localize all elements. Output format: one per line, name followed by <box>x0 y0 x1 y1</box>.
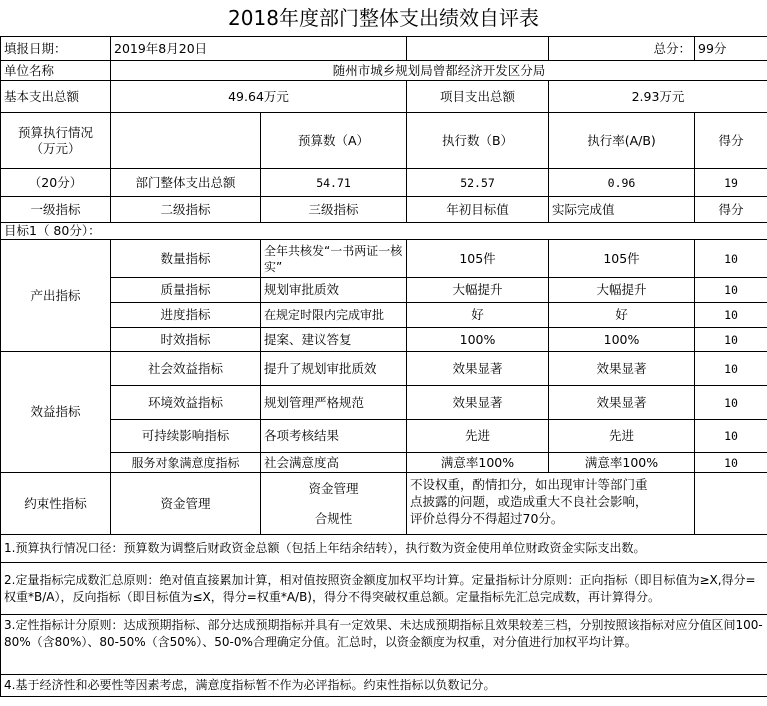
target-cell: 先进 <box>407 420 549 453</box>
note-row <box>1 615 767 675</box>
constraint-level3-line2: 合规性 <box>314 510 353 526</box>
score-cell: 10 <box>695 386 767 420</box>
level3-cell: 提案、建议答复 <box>261 328 407 352</box>
note-2: 2.定量指标完成数汇总原则：绝对值直接累加计算，相对值按照资金额度加权平均计算。定量指标计分原则：正向指标（即目标值为≥X,得分=权重*B/A），反向指标（即目标值为≤X，得分=权重*A/B)，得分不得突破权重总额。定量指标先汇总完成数，再计算得分。 <box>1 563 767 615</box>
unit-row <box>1 61 767 81</box>
total-score-label: 总分： <box>549 37 695 61</box>
actual-cell: 100% <box>549 328 695 352</box>
note-4: 4.基于经济性和必要性等因素考虑，满意度指标暂不作为必评指标。约束性指标以负数记分。 <box>1 675 767 697</box>
budget-score-weight: （20分） <box>1 169 111 197</box>
level2-cell: 质量指标 <box>111 278 261 303</box>
note-row <box>1 675 767 697</box>
target-cell: 好 <box>407 303 549 328</box>
table-row <box>1 303 767 328</box>
note-row <box>1 563 767 615</box>
budget-score-value: 19 <box>695 169 767 197</box>
actual-cell: 效果显著 <box>549 386 695 420</box>
constraint-row <box>1 473 767 535</box>
note-3: 3.定性指标计分原则：达成预期指标、部分达成预期指标并具有一定效果、未达成预期指标且效果较差三档，分别按照该指标对应分值区间100-80%（含80%）、80-50%（含50%）、50-0%合理确定分值。汇总时，以资金额度为权重，对分值进行加权平均计算。 <box>1 615 767 675</box>
actual-header: 实际完成值 <box>549 197 695 223</box>
level3-cell: 全年共核发“一书两证一核实” <box>261 240 407 278</box>
constraint-description: 不设权重，酌情扣分，如出现审计等部门重点披露的问题，或造成重大不良社会影响，评价总得分不得超过70分。 <box>407 473 695 535</box>
level3-header: 三级指标 <box>261 197 407 223</box>
level2-cell: 进度指标 <box>111 303 261 328</box>
constraint-score <box>695 473 767 535</box>
exec-value: 52.57 <box>407 169 549 197</box>
level3-cell: 提升了规划审批质效 <box>261 352 407 386</box>
unit-label: 单位名称 <box>1 61 111 81</box>
target-cell: 效果显著 <box>407 386 549 420</box>
level2-cell: 服务对象满意度指标 <box>111 453 261 473</box>
indicator-header-row <box>1 197 767 223</box>
level3-cell: 在规定时限内完成审批 <box>261 303 407 328</box>
score-cell: 10 <box>695 278 767 303</box>
table-row <box>1 278 767 303</box>
level3-cell: 规划审批质效 <box>261 278 407 303</box>
actual-cell: 好 <box>549 303 695 328</box>
level2-cell: 环境效益指标 <box>111 386 261 420</box>
level3-cell: 社会满意度高 <box>261 453 407 473</box>
fill-date-label: 填报日期： <box>1 37 111 61</box>
target-cell: 满意率100% <box>407 453 549 473</box>
budget-row-label: 部门整体支出总额 <box>111 169 261 197</box>
budget-label <box>1 113 111 169</box>
table-row <box>1 453 767 473</box>
score-cell: 10 <box>695 352 767 386</box>
actual-cell: 效果显著 <box>549 352 695 386</box>
total-score-value: 99分 <box>695 37 767 61</box>
target-cell: 大幅提升 <box>407 278 549 303</box>
unit-value: 随州市城乡规划局曾都经济开发区分局 <box>111 61 767 81</box>
level2-cell: 数量指标 <box>111 240 261 278</box>
col-budget-header: 预算数（A） <box>261 113 407 169</box>
level3-cell: 各项考核结果 <box>261 420 407 453</box>
level2-cell: 可持续影响指标 <box>111 420 261 453</box>
target-cell: 100% <box>407 328 549 352</box>
note-row <box>1 535 767 563</box>
table-row <box>1 420 767 453</box>
goal-row <box>1 223 767 240</box>
level1-header: 一级指标 <box>1 197 111 223</box>
budget-label-line1: 预算执行情况 <box>17 124 93 140</box>
actual-cell: 大幅提升 <box>549 278 695 303</box>
table-row <box>1 352 767 386</box>
fill-date-value: 2019年8月20日 <box>111 37 407 61</box>
constraint-level3-line1: 资金管理 <box>308 480 359 496</box>
level2-header: 二级指标 <box>111 197 261 223</box>
target-cell: 105件 <box>407 240 549 278</box>
constraint-level2: 资金管理 <box>111 473 261 535</box>
col-exec-header: 执行数（B） <box>407 113 549 169</box>
basic-spending-row <box>1 81 767 113</box>
col-rate-header: 执行率(A/B) <box>549 113 695 169</box>
score-cell: 10 <box>695 420 767 453</box>
actual-cell: 满意率100% <box>549 453 695 473</box>
header-row <box>1 37 767 61</box>
constraint-indicator-label: 约束性指标 <box>1 473 111 535</box>
budget-value: 54.71 <box>261 169 407 197</box>
output-indicator-label: 产出指标 <box>1 240 111 352</box>
project-spending-value: 2.93万元 <box>549 81 767 113</box>
score-cell: 10 <box>695 328 767 352</box>
constraint-level3 <box>261 473 407 535</box>
score-cell: 10 <box>695 453 767 473</box>
score-cell: 10 <box>695 303 767 328</box>
level3-cell: 规划管理严格规范 <box>261 386 407 420</box>
note-1: 1.预算执行情况口径：预算数为调整后财政资金总额（包括上年结余结转），执行数为资金使用单位财政资金实际支出数。 <box>1 535 767 563</box>
rate-value: 0.96 <box>549 169 695 197</box>
project-spending-label: 项目支出总额 <box>407 81 549 113</box>
col-score-header: 得分 <box>695 113 767 169</box>
score-header: 得分 <box>695 197 767 223</box>
table-row <box>1 240 767 278</box>
target-cell: 效果显著 <box>407 352 549 386</box>
header-spacer <box>407 37 549 61</box>
level2-cell: 时效指标 <box>111 328 261 352</box>
table-row <box>1 328 767 352</box>
target-header: 年初目标值 <box>407 197 549 223</box>
goal-label: 目标1（ 80分）： <box>1 223 767 240</box>
sheet-title: 2018年度部门整体支出绩效自评表 <box>228 6 539 30</box>
budget-header-blank <box>111 113 261 169</box>
table-row <box>1 386 767 420</box>
evaluation-table <box>0 36 767 697</box>
basic-spending-label: 基本支出总额 <box>1 81 111 113</box>
budget-header-row <box>1 113 767 169</box>
actual-cell: 先进 <box>549 420 695 453</box>
budget-values-row <box>1 169 767 197</box>
score-cell: 10 <box>695 240 767 278</box>
level2-cell: 社会效益指标 <box>111 352 261 386</box>
basic-spending-value: 49.64万元 <box>111 81 407 113</box>
benefit-indicator-label: 效益指标 <box>1 352 111 473</box>
actual-cell: 105件 <box>549 240 695 278</box>
budget-label-line2: （万元） <box>30 140 81 156</box>
